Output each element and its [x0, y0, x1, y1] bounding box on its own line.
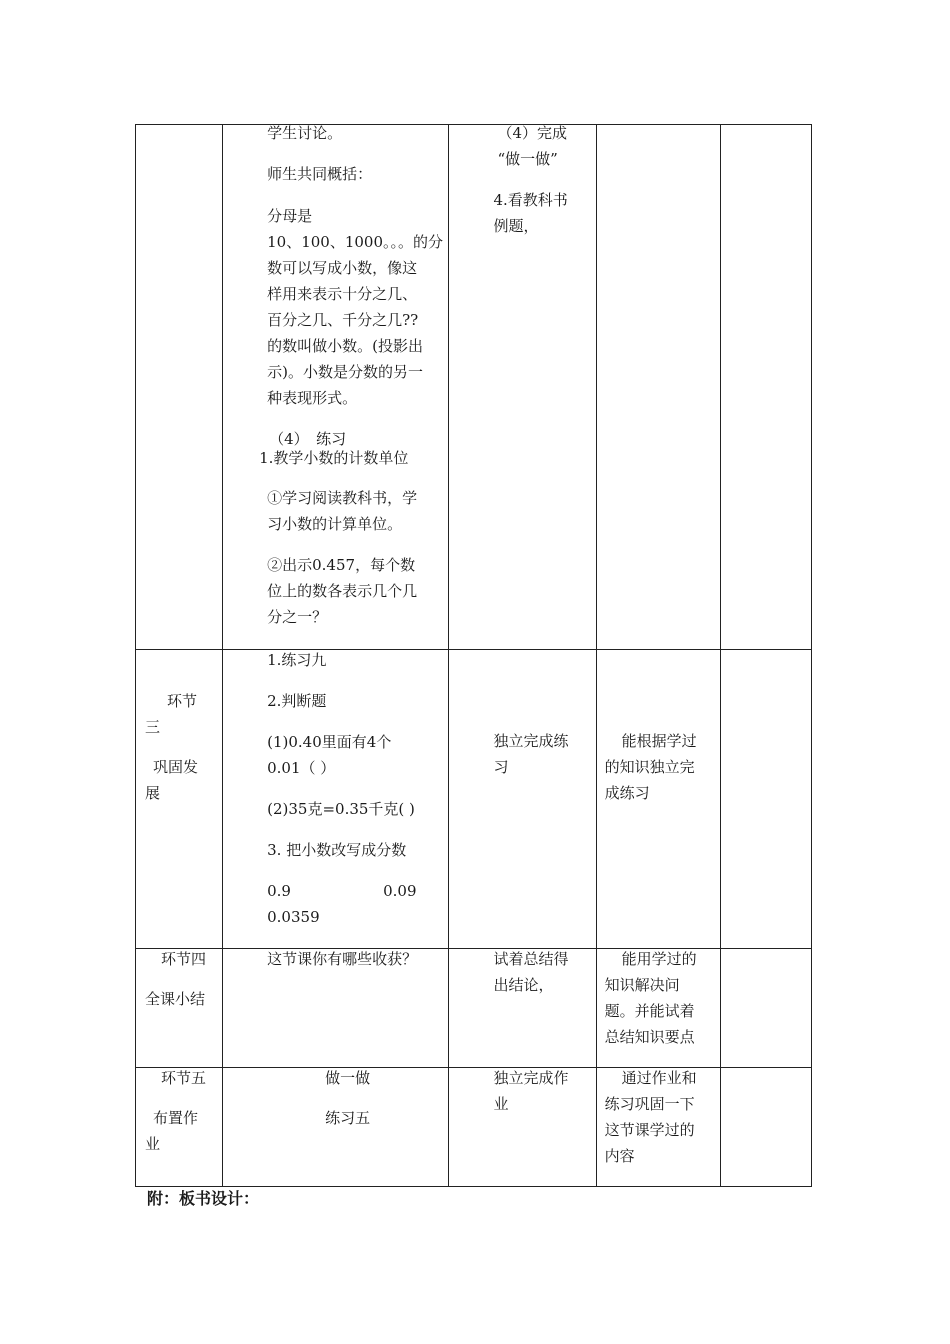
- stage-label: 环节: [167, 692, 198, 710]
- text-line: 做一做: [325, 1069, 371, 1087]
- decimal-item: 0.09: [383, 882, 417, 900]
- text-line: 分之一？: [267, 608, 328, 626]
- design-intent-cell: [596, 1068, 720, 1187]
- text-line: （4）完成: [497, 124, 567, 142]
- stage-label: 布置作: [153, 1109, 199, 1127]
- text-line: 题。并能试着: [604, 1002, 695, 1020]
- notes-cell: [720, 1068, 811, 1187]
- text-line: (1)0.40里面有4个: [267, 733, 392, 751]
- design-intent-cell: [596, 949, 720, 1068]
- text-line: 独立完成练: [493, 732, 569, 750]
- text-line: 能根据学过: [621, 732, 697, 750]
- stage-label: 全课小结: [145, 990, 206, 1008]
- text-line: 的数叫做小数。(投影出: [267, 337, 423, 355]
- notes-cell: [720, 949, 811, 1068]
- text-line: 10、100、1000。。。的分: [267, 233, 444, 251]
- table-row: [136, 125, 812, 650]
- notes-cell: [720, 125, 811, 650]
- text-line: 样用来表示十分之几、: [267, 285, 418, 303]
- text-line: 知识解决问: [604, 976, 680, 994]
- text-line: 练习巩固一下: [604, 1095, 695, 1113]
- stage-cell: [136, 650, 223, 949]
- text-line: 数可以写成小数，像这: [267, 259, 418, 277]
- stage-label: 展: [145, 784, 161, 802]
- teacher-activity-cell: [223, 949, 449, 1068]
- text-line: （4） 练习: [269, 430, 347, 448]
- board-design-heading: 附：板书设计：: [147, 1189, 260, 1208]
- text-line: ②出示0.457，每个数: [267, 556, 416, 574]
- text-line: 1.练习九: [267, 651, 327, 669]
- design-intent-cell: [596, 125, 720, 650]
- text-line: 2.判断题: [267, 692, 327, 710]
- text-line: 4.看教科书: [493, 191, 568, 209]
- decimal-item: 0.0359: [267, 908, 320, 926]
- text-line: 分母是: [267, 207, 313, 225]
- stage-cell: [136, 949, 223, 1068]
- stage-cell: [136, 125, 223, 650]
- text-line: 习小数的计算单位。: [267, 515, 403, 533]
- text-line: “做一做”: [497, 150, 558, 168]
- text-line: 这节课你有哪些收获？: [267, 950, 418, 968]
- text-line: 总结知识要点: [604, 1028, 695, 1046]
- design-intent-cell: [596, 650, 720, 949]
- stage-label: 巩固发: [153, 758, 199, 776]
- lesson-plan-table: [135, 124, 812, 1187]
- notes-cell: [720, 650, 811, 949]
- text-line: 1.教学小数的计数单位: [259, 449, 409, 467]
- teacher-activity-cell: [223, 650, 449, 949]
- teacher-activity-cell: [223, 1068, 449, 1187]
- text-line: ①学习阅读教科书，学: [267, 489, 418, 507]
- text-line: 百分之几、千分之几??: [267, 311, 419, 329]
- table-row: [136, 949, 812, 1068]
- stage-cell: [136, 1068, 223, 1187]
- text-line: 成练习: [604, 784, 650, 802]
- text-line: 的知识独立完: [604, 758, 695, 776]
- student-activity-cell: [449, 1068, 596, 1187]
- text-line: 试着总结得: [493, 950, 569, 968]
- stage-label: 业: [145, 1135, 161, 1153]
- text-line: 习: [493, 758, 509, 776]
- text-line: 通过作业和: [621, 1069, 697, 1087]
- text-line: 3. 把小数改写成分数: [267, 841, 407, 859]
- text-line: 内容: [604, 1147, 635, 1165]
- table-row: [136, 650, 812, 949]
- text-line: 能用学过的: [621, 950, 697, 968]
- text-line: 0.01（ ）: [267, 759, 336, 777]
- student-activity-cell: [449, 949, 596, 1068]
- text-line: 独立完成作: [493, 1069, 569, 1087]
- decimal-item: 0.9: [267, 882, 291, 900]
- student-activity-cell: [449, 125, 596, 650]
- text-line: 种表现形式。: [267, 389, 358, 407]
- table-row: [136, 1068, 812, 1187]
- text-line: 这节课学过的: [604, 1121, 695, 1139]
- stage-label: 三: [145, 718, 161, 736]
- text-line: 练习五: [325, 1109, 371, 1127]
- stage-label: 环节四: [161, 950, 207, 968]
- text-line: 学生讨论。: [267, 124, 343, 142]
- text-line: 业: [493, 1095, 509, 1113]
- text-line: 例题，: [493, 217, 539, 235]
- teacher-activity-cell: [223, 125, 449, 650]
- text-line: 出结论，: [493, 976, 554, 994]
- text-line: (2)35克=0.35千克( ): [267, 800, 415, 818]
- stage-label: 环节五: [161, 1069, 207, 1087]
- text-line: 位上的数各表示几个几: [267, 582, 418, 600]
- student-activity-cell: [449, 650, 596, 949]
- text-line: 示)。小数是分数的另一: [267, 363, 423, 381]
- text-line: 师生共同概括：: [267, 165, 373, 183]
